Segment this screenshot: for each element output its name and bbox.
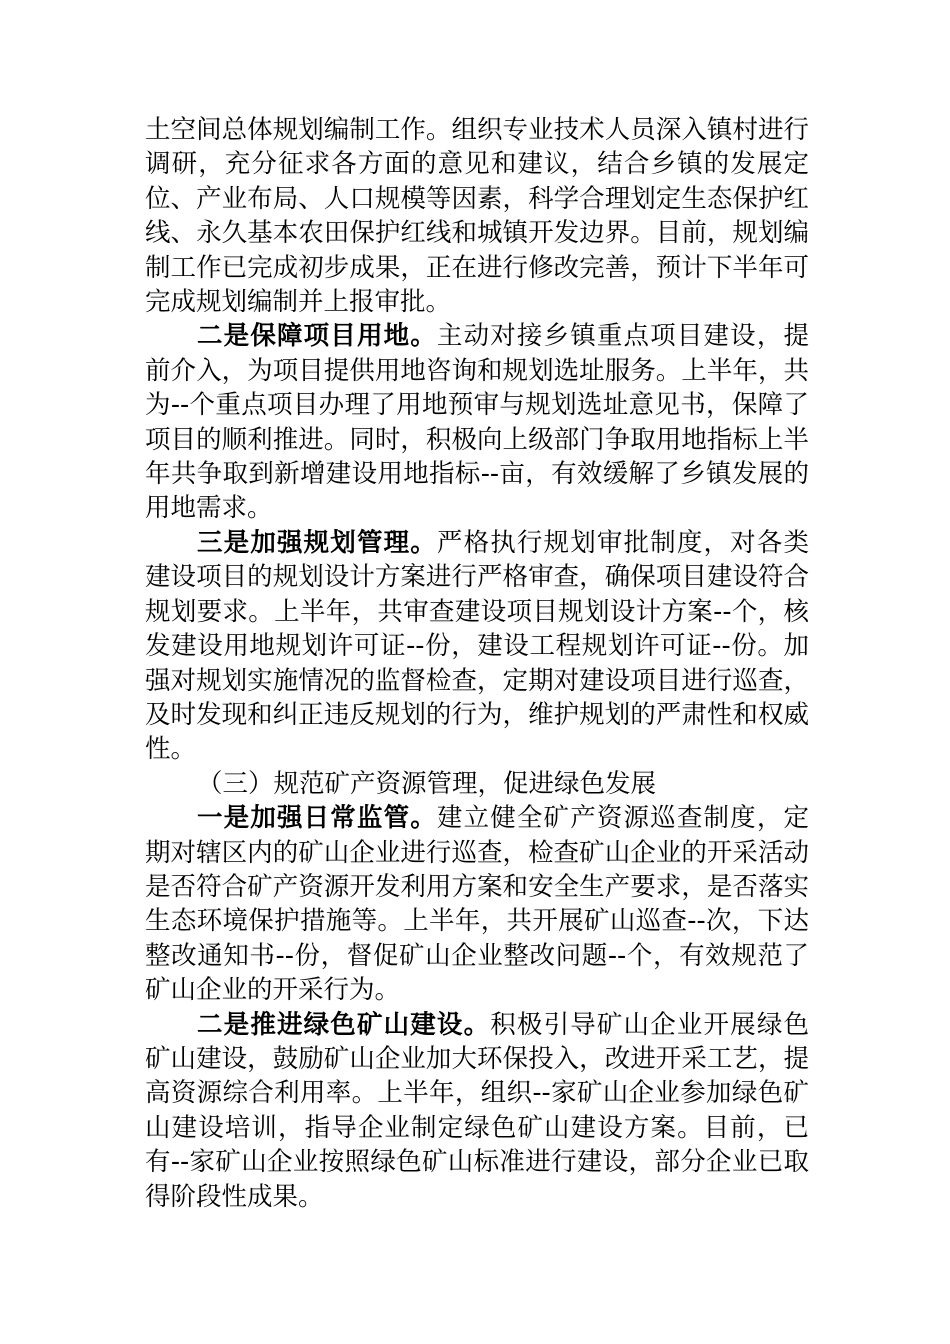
section-heading-mineral [145, 767, 809, 801]
section-heading-text: （三）规范矿产资源管理，促进绿色发展 [197, 768, 657, 799]
paragraph-text: 积极引导矿山企业开展绿色矿山建设，鼓励矿山企业加大环保投入，改进开采工艺，提高资源综合利用率。上半年，组织--家矿山企业参加绿色矿山建设培训，指导企业制定绿色矿山建设方案。目前，已有--家矿山企业按照绿色矿山标准进行建设，部分企业已取得阶段性成果。 [145, 1009, 809, 1212]
paragraph-text: 建立健全矿产资源巡查制度，定期对辖区内的矿山企业进行巡查，检查矿山企业的开采活动是否符合矿产资源开发利用方案和安全生产要求，是否落实生态环境保护措施等。上半年，共开展矿山巡查--次，下达整改通知书--份，督促矿山企业整改问题--个，有效规范了矿山企业的开采行为。 [145, 803, 809, 1006]
paragraph-item-1-supervision [145, 801, 809, 1007]
paragraph-lead: 二是保障项目用地。 [197, 321, 437, 352]
paragraph-item-2-land-use [145, 319, 809, 525]
paragraph-text: 严格执行规划审批制度，对各类建设项目的规划设计方案进行严格审查，确保项目建设符合规划要求。上半年，共审查建设项目规划设计方案--个，核发建设用地规划许可证--份，建设工程规划许可证--份。加强对规划实施情况的监督检查，定期对建设项目进行巡查，及时发现和纠正违反规划的行为，维护规划的严肃性和权威性。 [145, 527, 809, 765]
paragraph-lead: 一是加强日常监管。 [197, 803, 437, 834]
paragraph-text: 主动对接乡镇重点项目建设，提前介入，为项目提供用地咨询和规划选址服务。上半年，共为--个重点项目办理了用地预审与规划选址意见书，保障了项目的顺利推进。同时，积极向上级部门争取用地指标上半年共争取到新增建设用地指标--亩，有效缓解了乡镇发展的用地需求。 [145, 321, 809, 524]
paragraph-item-2-green-mine [145, 1008, 809, 1214]
document-body [145, 113, 809, 1214]
paragraph-lead: 二是推进绿色矿山建设。 [197, 1009, 491, 1040]
paragraph-item-3-planning [145, 526, 809, 767]
paragraph-lead: 三是加强规划管理。 [197, 527, 437, 558]
paragraph-continuation [145, 113, 809, 319]
paragraph-text: 土空间总体规划编制工作。组织专业技术人员深入镇村进行调研，充分征求各方面的意见和建议，结合乡镇的发展定位、产业布局、人口规模等因素，科学合理划定生态保护红线、永久基本农田保护红线和城镇开发边界。目前，规划编制工作已完成初步成果，正在进行修改完善，预计下半年可完成规划编制并上报审批。 [145, 115, 809, 318]
